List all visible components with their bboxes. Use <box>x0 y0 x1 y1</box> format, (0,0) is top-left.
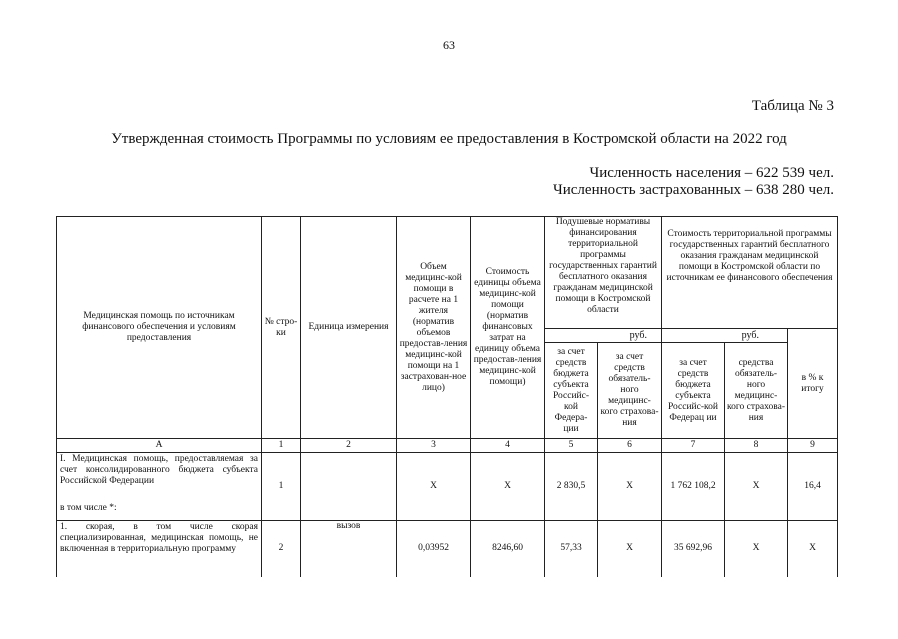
row-name: I. Медицинская помощь, предоставляемая за счет консолидированного бюджета субъекта Российской Федерации <box>60 454 258 486</box>
header-col-8: средства обязатель-ного медицинс-кого страхова-ния <box>725 343 788 439</box>
index-cell: 4 <box>471 439 545 453</box>
header-rub-per-capita: руб. <box>545 329 662 343</box>
header-col-1: № стро-ки <box>262 217 301 439</box>
header-rub-cost: руб. <box>662 329 788 343</box>
header-group-cost: Стоимость территориальной программы государственных гарантий бесплатного оказания гражданам медицинской помощи в Костромской области по источникам ее финансового обеспечения <box>662 217 838 329</box>
header-col-6: за счет средств обязатель-ного медицинс-кого страхова-ния <box>598 343 662 439</box>
row-note: в том числе *: <box>60 503 117 513</box>
row-cost: X <box>471 453 545 521</box>
header-col-2: Единица измерения <box>301 217 397 439</box>
row-unit: вызов <box>301 521 397 577</box>
row-number: 2 <box>262 521 301 577</box>
index-cell: 6 <box>598 439 662 453</box>
row-volume: X <box>397 453 471 521</box>
column-index-row <box>57 439 838 453</box>
insured-line: Численность застрахованных – 638 280 чел. <box>553 182 834 198</box>
row-total-budget: 1 762 108,2 <box>662 453 725 521</box>
row-cost: 8246,60 <box>471 521 545 577</box>
index-cell: А <box>57 439 262 453</box>
table-row <box>57 453 838 521</box>
row-per-capita-budget: 2 830,5 <box>545 453 598 521</box>
header-col-5: за счет средств бюджета субъекта Российс-кой Федера-ции <box>545 343 598 439</box>
row-total-oms: X <box>725 453 788 521</box>
row-total-oms: X <box>725 521 788 577</box>
document-title: Утвержденная стоимость Программы по условиям ее предоставления в Костромской области на 2022 год <box>111 131 787 147</box>
row-per-capita-oms: X <box>598 453 662 521</box>
header-col-a: Медицинская помощь по источникам финансового обеспечения и условиям предоставления <box>57 217 262 439</box>
row-unit <box>301 453 397 521</box>
index-cell: 8 <box>725 439 788 453</box>
table-number: Таблица № 3 <box>751 98 834 114</box>
row-per-capita-oms: X <box>598 521 662 577</box>
row-percent: X <box>788 521 838 577</box>
population-line: Численность населения – 622 539 чел. <box>589 165 834 181</box>
row-percent: 16,4 <box>788 453 838 521</box>
table-row <box>57 521 838 577</box>
row-name-cell <box>57 453 262 521</box>
header-col-3: Объем медицинс-кой помощи в расчете на 1 жителя (норматив объемов предостав-ления медицинс-кой помощи на 1 застрахован-ное лицо) <box>397 217 471 439</box>
header-col-9: в % к итогу <box>788 329 838 439</box>
header-group-per-capita: Подушевые нормативы финансирования территориальной программы государственных гарантий бесплатного оказания гражданам медицинской помощи в Костромской области <box>545 217 662 329</box>
index-cell: 3 <box>397 439 471 453</box>
row-per-capita-budget: 57,33 <box>545 521 598 577</box>
index-cell: 1 <box>262 439 301 453</box>
cost-table <box>56 216 838 577</box>
index-cell: 9 <box>788 439 838 453</box>
row-number: 1 <box>262 453 301 521</box>
index-cell: 5 <box>545 439 598 453</box>
row-volume: 0,03952 <box>397 521 471 577</box>
header-col-7: за счет средств бюджета субъекта Российс-кой Федерац ии <box>662 343 725 439</box>
header-col-4: Стоимость единицы объема медицинс-кой помощи (норматив финансовых затрат на единицу объема предостав-ления медицинс-кой помощи) <box>471 217 545 439</box>
row-name: 1. скорая, в том числе скорая специализированная, медицинская помощь, не включенная в территориальную программу <box>57 521 262 577</box>
index-cell: 7 <box>662 439 725 453</box>
page-number: 63 <box>443 38 455 52</box>
row-total-budget: 35 692,96 <box>662 521 725 577</box>
index-cell: 2 <box>301 439 397 453</box>
